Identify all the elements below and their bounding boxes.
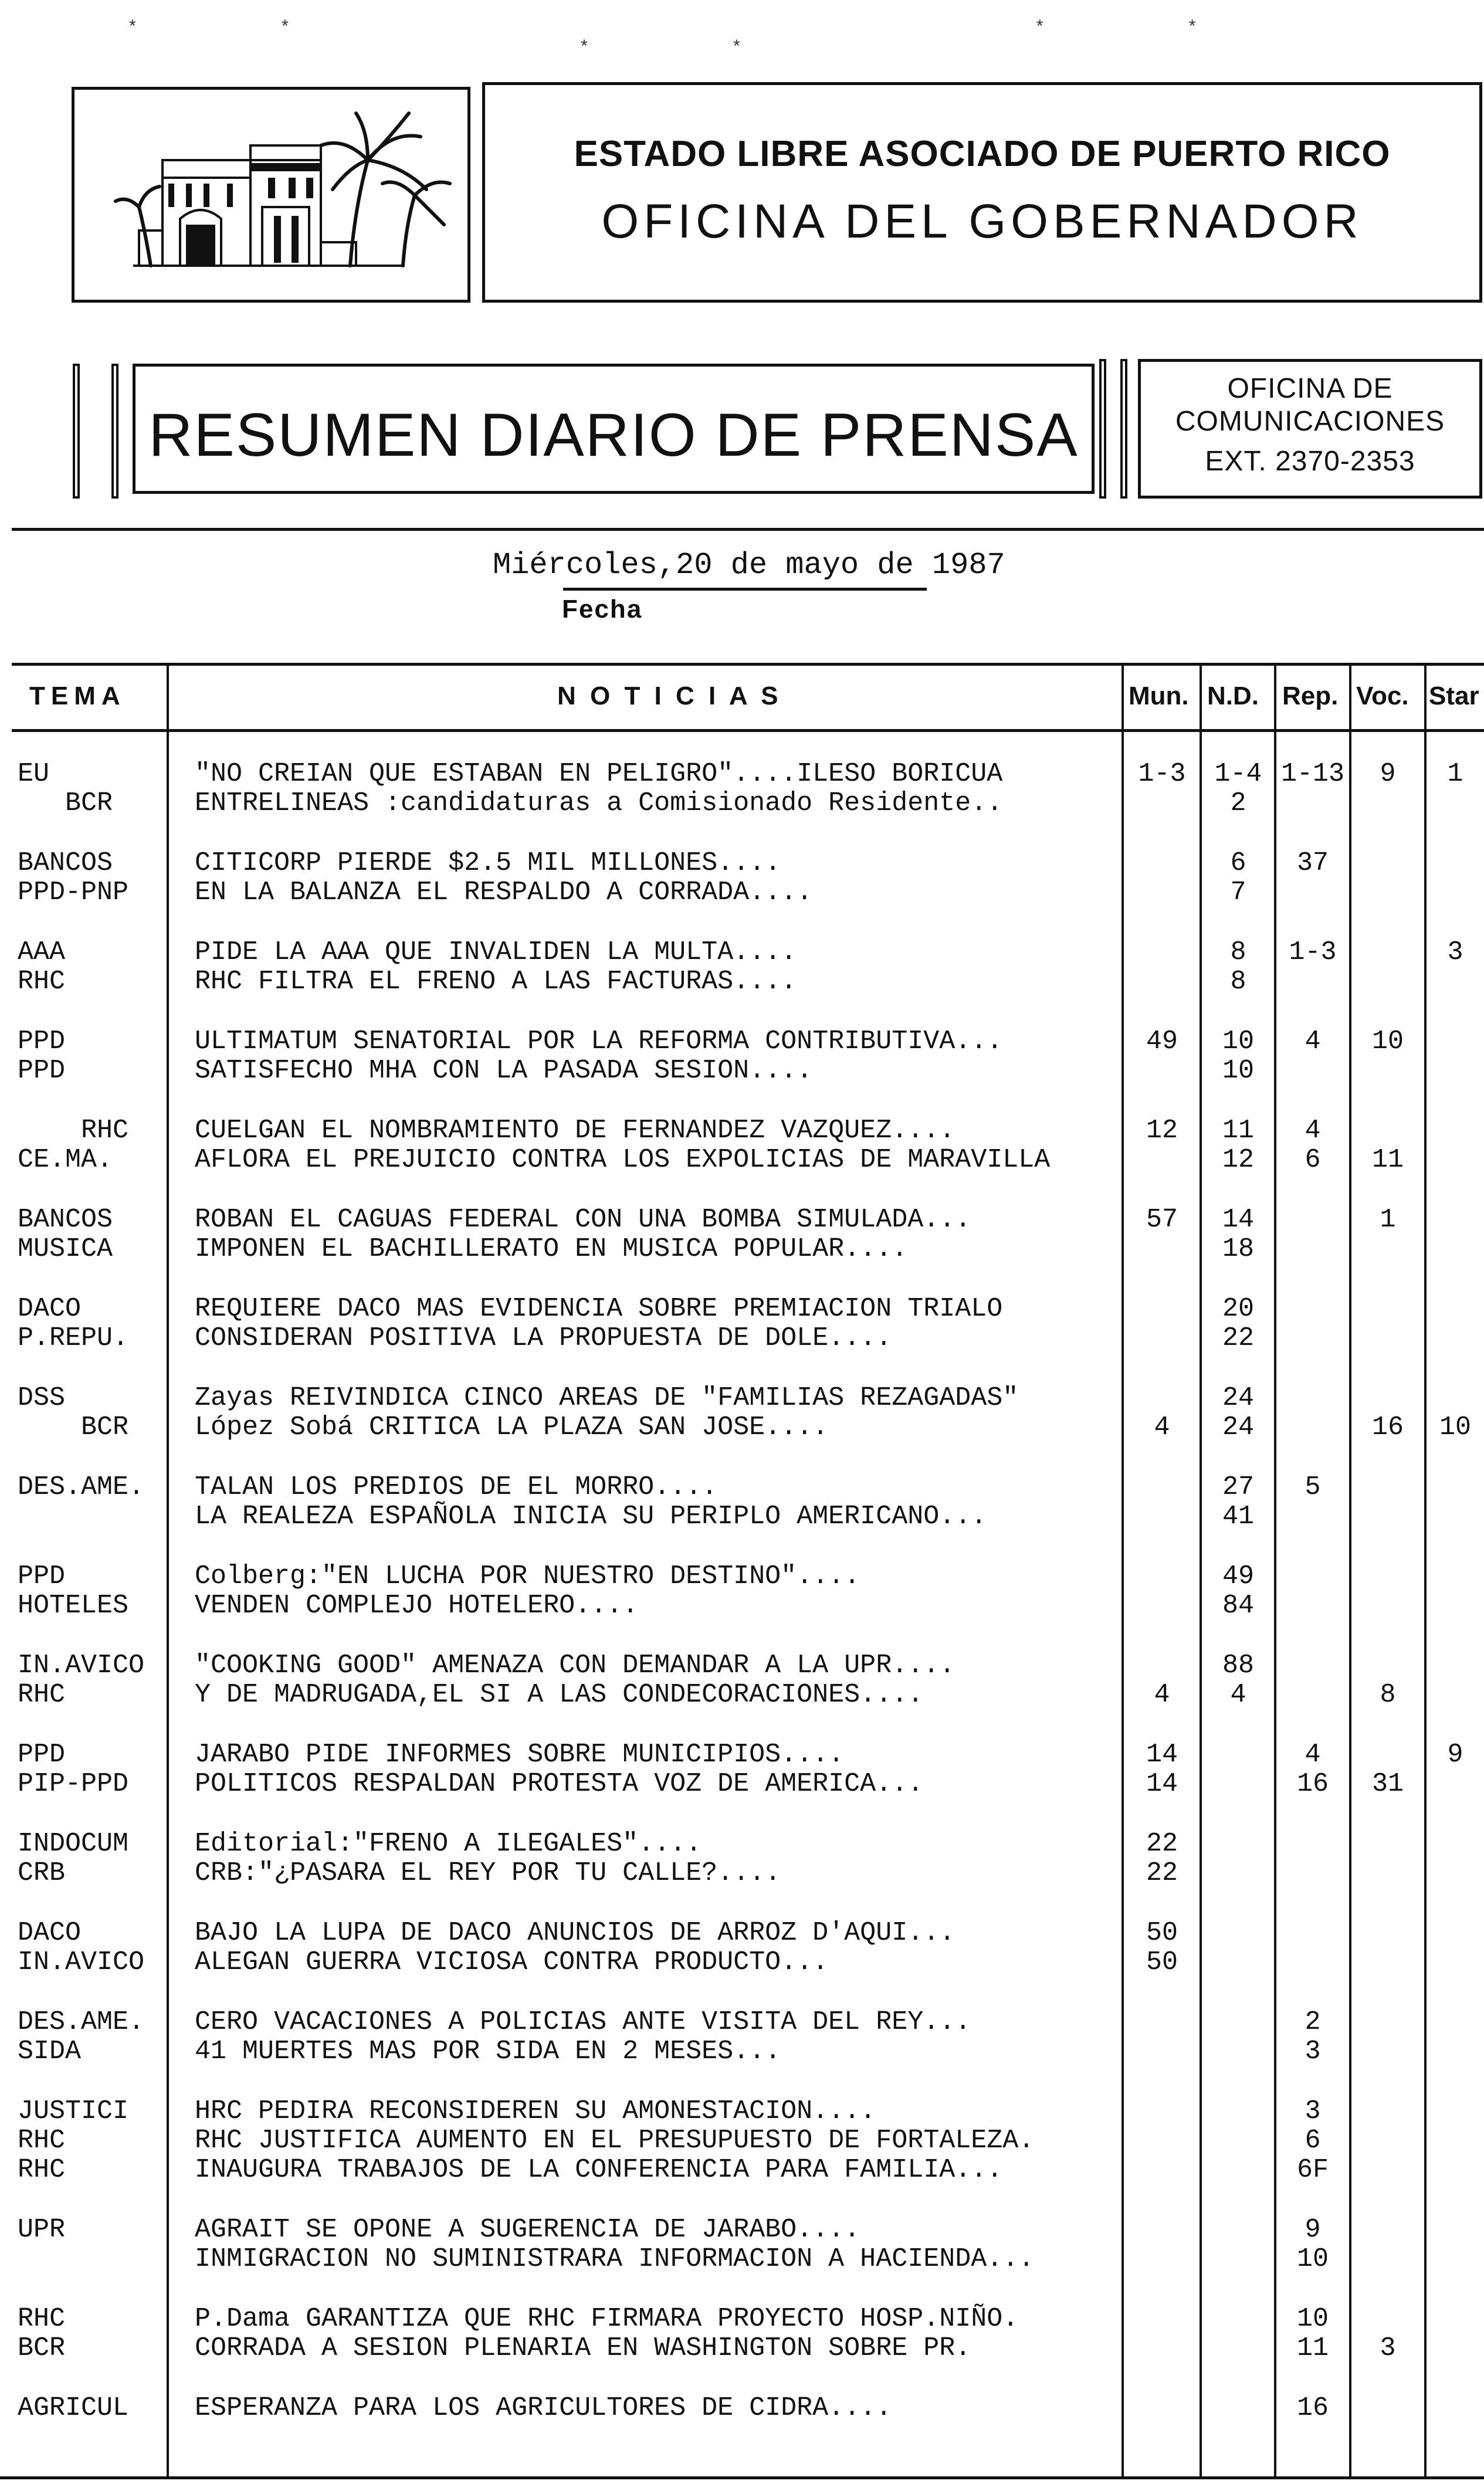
row-nd: 10 bbox=[1222, 1026, 1254, 1056]
row-tema: AGRICUL bbox=[18, 2393, 129, 2423]
row-star: 1 bbox=[1447, 759, 1463, 789]
row-voc: 1 bbox=[1380, 1205, 1396, 1235]
logo-box bbox=[72, 87, 470, 303]
row-tema: DACO bbox=[18, 1294, 82, 1324]
row-noticia: RHC FILTRA EL FRENO A LAS FACTURAS.... bbox=[195, 967, 797, 997]
row-noticia: Editorial:"FRENO A ILEGALES".... bbox=[195, 1829, 702, 1859]
row-noticia: 41 MUERTES MAS POR SIDA EN 2 MESES... bbox=[195, 2036, 781, 2066]
row-noticia: ROBAN EL CAGUAS FEDERAL CON UNA BOMBA SIMULADA... bbox=[195, 1205, 971, 1235]
row-noticia: CUELGAN EL NOMBRAMIENTO DE FERNANDEZ VAZQUEZ.... bbox=[195, 1116, 956, 1146]
row-rep: 6 bbox=[1305, 2126, 1321, 2156]
row-tema: CE.MA. bbox=[18, 1145, 113, 1175]
row-noticia: BAJO LA LUPA DE DACO ANUNCIOS DE ARROZ D'AQUI... bbox=[195, 1918, 956, 1948]
date-label: Fecha bbox=[562, 595, 643, 623]
row-nd: 84 bbox=[1222, 1591, 1254, 1621]
row-noticia: Colberg:"EN LUCHA POR NUESTRO DESTINO".... bbox=[195, 1561, 860, 1591]
header-line-2: OFICINA DEL GOBERNADOR bbox=[601, 195, 1363, 248]
row-noticia: REQUIERE DACO MAS EVIDENCIA SOBRE PREMIACION TRIALO bbox=[195, 1294, 1003, 1324]
row-noticia: ALEGAN GUERRA VICIOSA CONTRA PRODUCTO... bbox=[195, 1947, 829, 1977]
row-noticia: "COOKING GOOD" AMENAZA CON DEMANDAR A LA UPR.... bbox=[195, 1651, 956, 1680]
row-tema: P.REPU. bbox=[18, 1323, 129, 1353]
row-tema: MUSICA bbox=[18, 1234, 113, 1264]
row-nd: 20 bbox=[1222, 1294, 1254, 1324]
row-rep: 4 bbox=[1305, 1116, 1321, 1146]
banner-bar-left-1 bbox=[73, 364, 80, 499]
row-noticia: EN LA BALANZA EL RESPALDO A CORRADA.... bbox=[195, 877, 813, 907]
fortaleza-drawing-icon bbox=[74, 90, 467, 300]
row-nd: 8 bbox=[1230, 967, 1246, 997]
row-noticia: CRB:"¿PASARA EL REY POR TU CALLE?.... bbox=[195, 1858, 781, 1888]
row-noticia: SATISFECHO MHA CON LA PASADA SESION.... bbox=[195, 1056, 813, 1086]
row-rep: 16 bbox=[1296, 1769, 1329, 1799]
row-rep: 3 bbox=[1305, 2036, 1321, 2066]
header-title-box bbox=[482, 82, 1482, 303]
row-noticia: López Sobá CRITICA LA PLAZA SAN JOSE.... bbox=[195, 1412, 829, 1442]
row-tema: BANCOS bbox=[18, 1205, 113, 1235]
row-tema: UPR bbox=[18, 2215, 66, 2245]
row-tema: BCR bbox=[18, 788, 113, 818]
row-nd: 7 bbox=[1230, 877, 1246, 907]
row-noticia: ESPERANZA PARA LOS AGRICULTORES DE CIDRA.... bbox=[195, 2393, 892, 2423]
banner-bar-right-1 bbox=[1099, 359, 1106, 499]
row-nd: 8 bbox=[1230, 937, 1246, 967]
row-tema: PPD bbox=[18, 1740, 66, 1770]
row-noticia: PIDE LA AAA QUE INVALIDEN LA MULTA.... bbox=[195, 937, 797, 967]
row-rep: 4 bbox=[1305, 1026, 1321, 1056]
row-noticia: AGRAIT SE OPONE A SUGERENCIA DE JARABO.... bbox=[195, 2215, 860, 2245]
col-divider-star bbox=[1424, 664, 1427, 2476]
row-mun: 12 bbox=[1146, 1116, 1178, 1146]
row-nd: 12 bbox=[1222, 1145, 1254, 1175]
row-nd: 27 bbox=[1222, 1472, 1254, 1502]
row-mun: 4 bbox=[1154, 1680, 1170, 1710]
row-rep: 10 bbox=[1296, 2304, 1329, 2334]
row-noticia: "NO CREIAN QUE ESTABAN EN PELIGRO"....ILESO BORICUA bbox=[195, 759, 1003, 789]
row-mun: 22 bbox=[1146, 1829, 1178, 1859]
row-nd: 41 bbox=[1222, 1502, 1254, 1531]
row-noticia: RHC JUSTIFICA AUMENTO EN EL PRESUPUESTO DE FORTALEZA. bbox=[195, 2126, 1035, 2156]
row-noticia: ENTRELINEAS :candidaturas a Comisionado Residente.. bbox=[195, 788, 1003, 818]
table-top-rule bbox=[12, 663, 1484, 666]
row-tema: EU bbox=[18, 759, 50, 789]
row-tema: AAA bbox=[18, 937, 66, 967]
row-tema: DSS bbox=[18, 1383, 66, 1413]
row-tema: RHC bbox=[18, 2304, 66, 2334]
row-noticia: Zayas REIVINDICA CINCO AREAS DE "FAMILIAS REZAGADAS" bbox=[195, 1383, 1019, 1413]
row-tema: DES.AME. bbox=[18, 2007, 145, 2037]
row-star: 3 bbox=[1447, 937, 1463, 967]
row-voc: 9 bbox=[1380, 759, 1396, 789]
scan-marks: * * * * * * bbox=[129, 16, 1417, 56]
row-nd: 24 bbox=[1222, 1412, 1254, 1442]
row-noticia: Y DE MADRUGADA,EL SI A LAS CONDECORACIONES.... bbox=[195, 1680, 924, 1710]
row-nd: 4 bbox=[1230, 1680, 1246, 1710]
row-nd: 1-4 bbox=[1214, 759, 1262, 789]
row-tema: RHC bbox=[18, 967, 66, 997]
row-mun: 14 bbox=[1146, 1769, 1178, 1799]
row-tema: JUSTICI bbox=[18, 2096, 129, 2126]
header-voc: Voc. bbox=[1356, 682, 1409, 710]
row-nd: 18 bbox=[1222, 1234, 1254, 1264]
row-nd: 24 bbox=[1222, 1383, 1254, 1413]
header-star: Star bbox=[1429, 682, 1479, 710]
row-mun: 22 bbox=[1146, 1858, 1178, 1888]
row-noticia: P.Dama GARANTIZA QUE RHC FIRMARA PROYECTO HOSP.NIÑO. bbox=[195, 2304, 1019, 2334]
header-mun: Mun. bbox=[1129, 682, 1189, 710]
row-rep: 11 bbox=[1296, 2333, 1329, 2363]
row-noticia: INAUGURA TRABAJOS DE LA CONFERENCIA PARA FAMILIA... bbox=[195, 2155, 1003, 2185]
row-noticia: CERO VACACIONES A POLICIAS ANTE VISITA DEL REY... bbox=[195, 2007, 971, 2037]
row-noticia: JARABO PIDE INFORMES SOBRE MUNICIPIOS.... bbox=[195, 1740, 845, 1770]
row-noticia: CONSIDERAN POSITIVA LA PROPUESTA DE DOLE.... bbox=[195, 1323, 892, 1353]
row-voc: 16 bbox=[1371, 1412, 1404, 1442]
row-mun: 4 bbox=[1154, 1412, 1170, 1442]
row-tema: HOTELES bbox=[18, 1591, 129, 1621]
col-divider-voc bbox=[1349, 664, 1351, 2476]
row-voc: 3 bbox=[1380, 2333, 1396, 2363]
row-noticia: HRC PEDIRA RECONSIDEREN SU AMONESTACION.... bbox=[195, 2096, 876, 2126]
row-rep: 3 bbox=[1305, 2096, 1321, 2126]
table-header-rule bbox=[12, 729, 1484, 732]
row-mun: 50 bbox=[1146, 1947, 1178, 1977]
row-tema: BANCOS bbox=[18, 848, 113, 878]
row-nd: 10 bbox=[1222, 1056, 1254, 1086]
header-noticias: N O T I C I A S bbox=[557, 682, 782, 710]
row-noticia: LA REALEZA ESPAÑOLA INICIA SU PERIPLO AMERICANO... bbox=[195, 1502, 987, 1531]
row-nd: 6 bbox=[1230, 848, 1246, 878]
banner-title: RESUMEN DIARIO DE PRENSA bbox=[148, 401, 1079, 469]
row-tema: RHC bbox=[18, 1116, 129, 1146]
row-rep: 6 bbox=[1305, 1145, 1321, 1175]
row-mun: 49 bbox=[1146, 1026, 1178, 1056]
row-noticia: CORRADA A SESION PLENARIA EN WASHINGTON SOBRE PR. bbox=[195, 2333, 971, 2363]
row-mun: 50 bbox=[1146, 1918, 1178, 1948]
divider-top bbox=[12, 528, 1484, 531]
row-tema: PPD-PNP bbox=[18, 877, 129, 907]
row-noticia: INMIGRACION NO SUMINISTRARA INFORMACION A HACIENDA... bbox=[195, 2244, 1035, 2274]
office-box bbox=[1138, 359, 1482, 499]
row-nd: 88 bbox=[1222, 1651, 1254, 1680]
banner-box bbox=[133, 364, 1095, 494]
row-rep: 1-13 bbox=[1280, 759, 1345, 789]
row-tema: INDOCUM bbox=[18, 1829, 129, 1859]
row-mun: 57 bbox=[1146, 1205, 1178, 1235]
row-rep: 6F bbox=[1296, 2155, 1329, 2185]
row-star: 10 bbox=[1439, 1412, 1471, 1442]
row-nd: 49 bbox=[1222, 1561, 1254, 1591]
row-noticia: ULTIMATUM SENATORIAL POR LA REFORMA CONTRIBUTIVA... bbox=[195, 1026, 1003, 1056]
row-voc: 11 bbox=[1371, 1145, 1404, 1175]
row-rep: 2 bbox=[1305, 2007, 1321, 2037]
date-underline bbox=[563, 588, 927, 591]
row-tema: IN.AVICO bbox=[18, 1947, 145, 1977]
header-rep: Rep. bbox=[1282, 682, 1339, 710]
row-tema: IN.AVICO bbox=[18, 1651, 145, 1680]
row-tema: DACO bbox=[18, 1918, 82, 1948]
row-tema: RHC bbox=[18, 1680, 66, 1710]
row-tema: PPD bbox=[18, 1026, 66, 1056]
row-nd: 22 bbox=[1222, 1323, 1254, 1353]
row-noticia: POLITICOS RESPALDAN PROTESTA VOZ DE AMERICA... bbox=[195, 1769, 924, 1799]
date-value: Miércoles,20 de mayo de 1987 bbox=[493, 548, 1005, 582]
row-noticia: AFLORA EL PREJUICIO CONTRA LOS EXPOLICIAS DE MARAVILLA bbox=[195, 1145, 1051, 1175]
row-rep: 4 bbox=[1305, 1740, 1321, 1770]
row-rep: 10 bbox=[1296, 2244, 1329, 2274]
row-rep: 5 bbox=[1305, 1472, 1321, 1502]
banner-bar-left-2 bbox=[111, 364, 118, 499]
office-line-3: EXT. 2370-2353 bbox=[1205, 446, 1415, 477]
row-voc: 10 bbox=[1371, 1026, 1404, 1056]
row-nd: 2 bbox=[1230, 788, 1246, 818]
header-line-1: ESTADO LIBRE ASOCIADO DE PUERTO RICO bbox=[574, 134, 1391, 174]
office-line-1: OFICINA DE bbox=[1227, 373, 1393, 404]
row-tema: BCR bbox=[18, 2333, 66, 2363]
header-nd: N.D. bbox=[1207, 682, 1259, 710]
row-noticia: VENDEN COMPLEJO HOTELERO.... bbox=[195, 1591, 639, 1621]
row-tema: DES.AME. bbox=[18, 1472, 145, 1502]
row-voc: 8 bbox=[1380, 1680, 1396, 1710]
row-noticia: IMPONEN EL BACHILLERATO EN MUSICA POPULAR.... bbox=[195, 1234, 908, 1264]
row-noticia: TALAN LOS PREDIOS DE EL MORRO.... bbox=[195, 1472, 718, 1502]
row-star: 9 bbox=[1447, 1740, 1463, 1770]
row-rep: 37 bbox=[1296, 848, 1329, 878]
row-tema: PPD bbox=[18, 1056, 66, 1086]
header-tema: TEMA bbox=[29, 682, 126, 710]
row-noticia: CITICORP PIERDE $2.5 MIL MILLONES.... bbox=[195, 848, 781, 878]
row-rep: 16 bbox=[1296, 2393, 1329, 2423]
table-bottom-rule bbox=[0, 2476, 1484, 2479]
row-nd: 11 bbox=[1222, 1116, 1254, 1146]
row-tema: CRB bbox=[18, 1858, 66, 1888]
row-tema: RHC bbox=[18, 2155, 66, 2185]
row-tema: BCR bbox=[18, 1412, 129, 1442]
row-tema: PPD bbox=[18, 1561, 66, 1591]
row-nd: 14 bbox=[1222, 1205, 1254, 1235]
row-tema: SIDA bbox=[18, 2036, 82, 2066]
row-voc: 31 bbox=[1371, 1769, 1404, 1799]
col-divider-tema bbox=[167, 664, 169, 2476]
row-rep: 9 bbox=[1305, 2215, 1321, 2245]
row-mun: 1-3 bbox=[1138, 759, 1186, 789]
row-rep: 1-3 bbox=[1289, 937, 1337, 967]
row-tema: PIP-PPD bbox=[18, 1769, 129, 1799]
office-line-2: COMUNICACIONES bbox=[1175, 406, 1445, 437]
row-mun: 14 bbox=[1146, 1740, 1178, 1770]
row-tema: RHC bbox=[18, 2126, 66, 2156]
banner-bar-right-2 bbox=[1120, 359, 1127, 499]
